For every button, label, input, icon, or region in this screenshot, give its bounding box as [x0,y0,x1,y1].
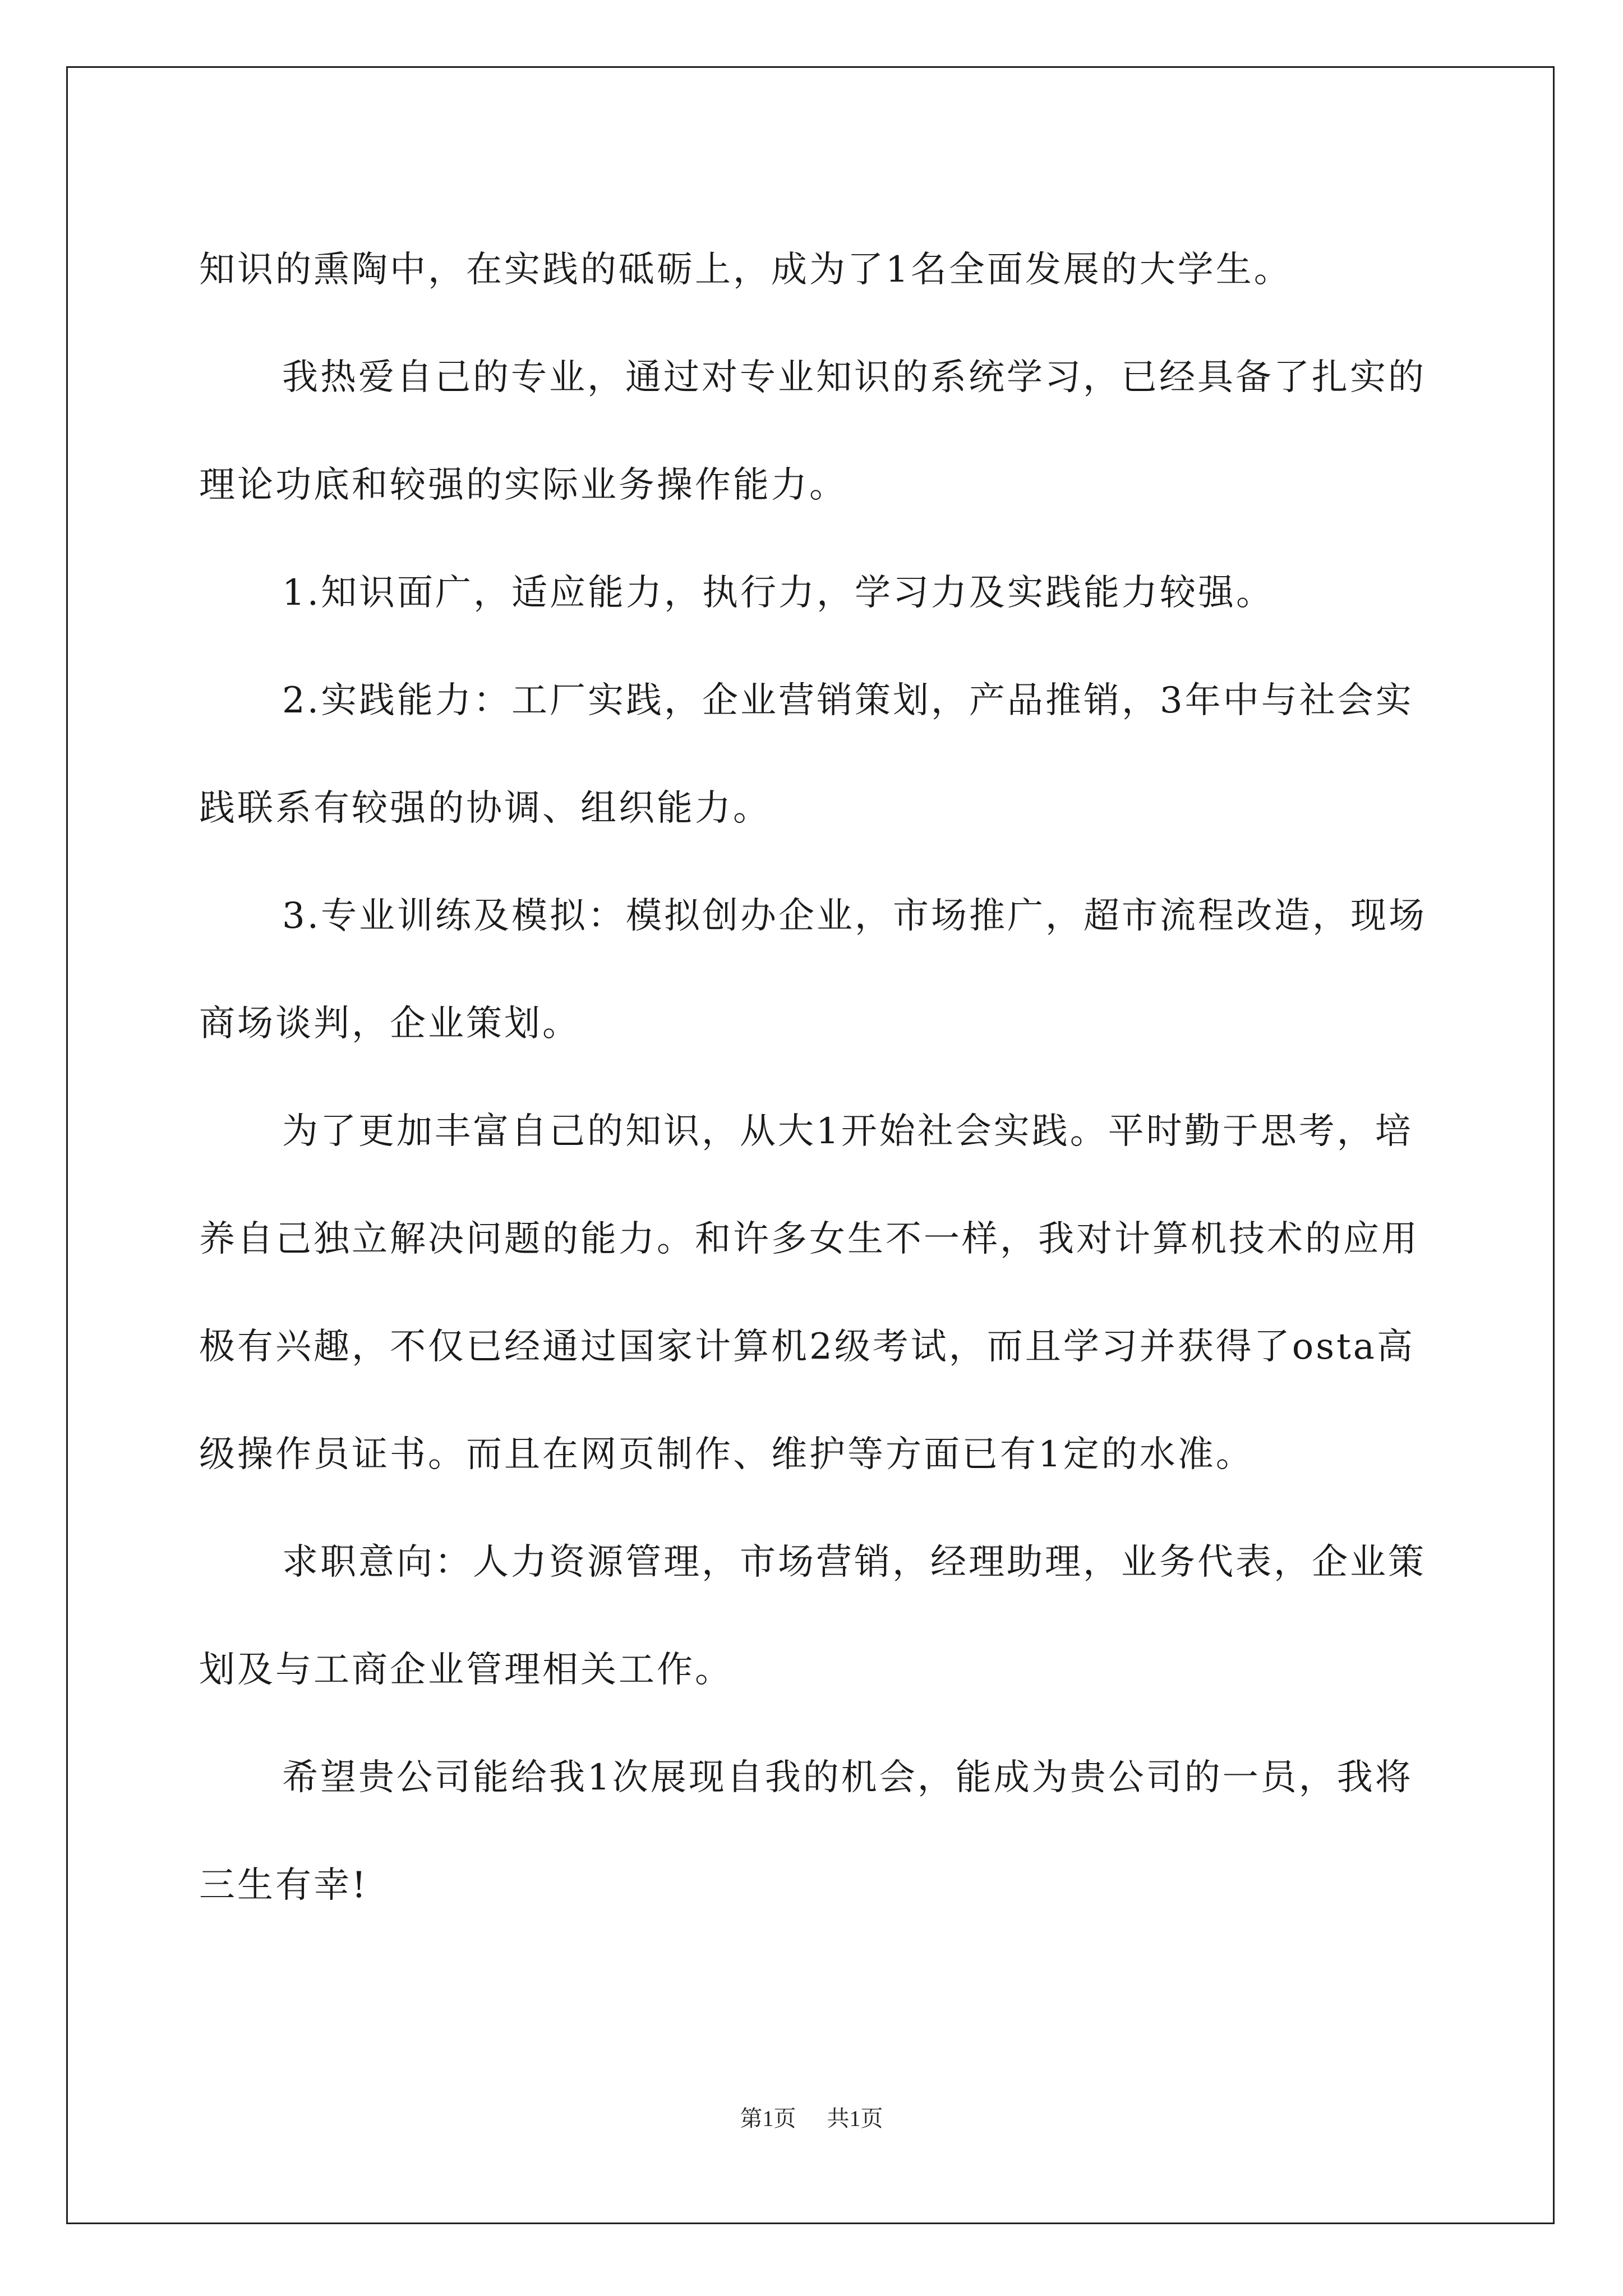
total-pages: 共1页 [827,2106,883,2131]
paragraph-3: 1.知识面广，适应能力，执行力，学习力及实践能力较强。 [282,572,1275,614]
paragraph-1: 知识的熏陶中，在实践的砥砺上，成为了1名全面发展的大学生。 [199,249,1292,291]
document-body [199,216,1433,1939]
paragraph-4: 2.实践能力：工厂实践，企业营销策划，产品推销，3年中与社会实践联系有较强的协调、组织能力。 [199,680,1414,829]
paragraph-2: 我热爱自己的专业，通过对专业知识的系统学习，已经具备了扎实的理论功底和较强的实际业务操作能力。 [199,357,1426,506]
page-footer [0,2101,1623,2133]
paragraph-6: 为了更加丰富自己的知识，从大1开始社会实践。平时勤于思考，培养自己独立解决问题的能力。和许多女生不一样，我对计算机技术的应用极有兴趣，不仅已经通过国家计算机2级考试，而且学习并获得了osta高级操作员证书。而且在网页制作、维护等方面已有1定的水准。 [199,1111,1419,1475]
paragraph-5: 3.专业训练及模拟：模拟创办企业，市场推广，超市流程改造，现场商场谈判，企业策划。 [199,895,1427,1045]
page-number: 第1页 [740,2106,796,2131]
paragraph-8: 希望贵公司能给我1次展现自我的机会，能成为贵公司的一员，我将三生有幸! [199,1757,1413,1906]
paragraph-7: 求职意向：人力资源管理，市场营销，经理助理，业务代表，企业策划及与工商企业管理相关工作。 [199,1542,1426,1691]
